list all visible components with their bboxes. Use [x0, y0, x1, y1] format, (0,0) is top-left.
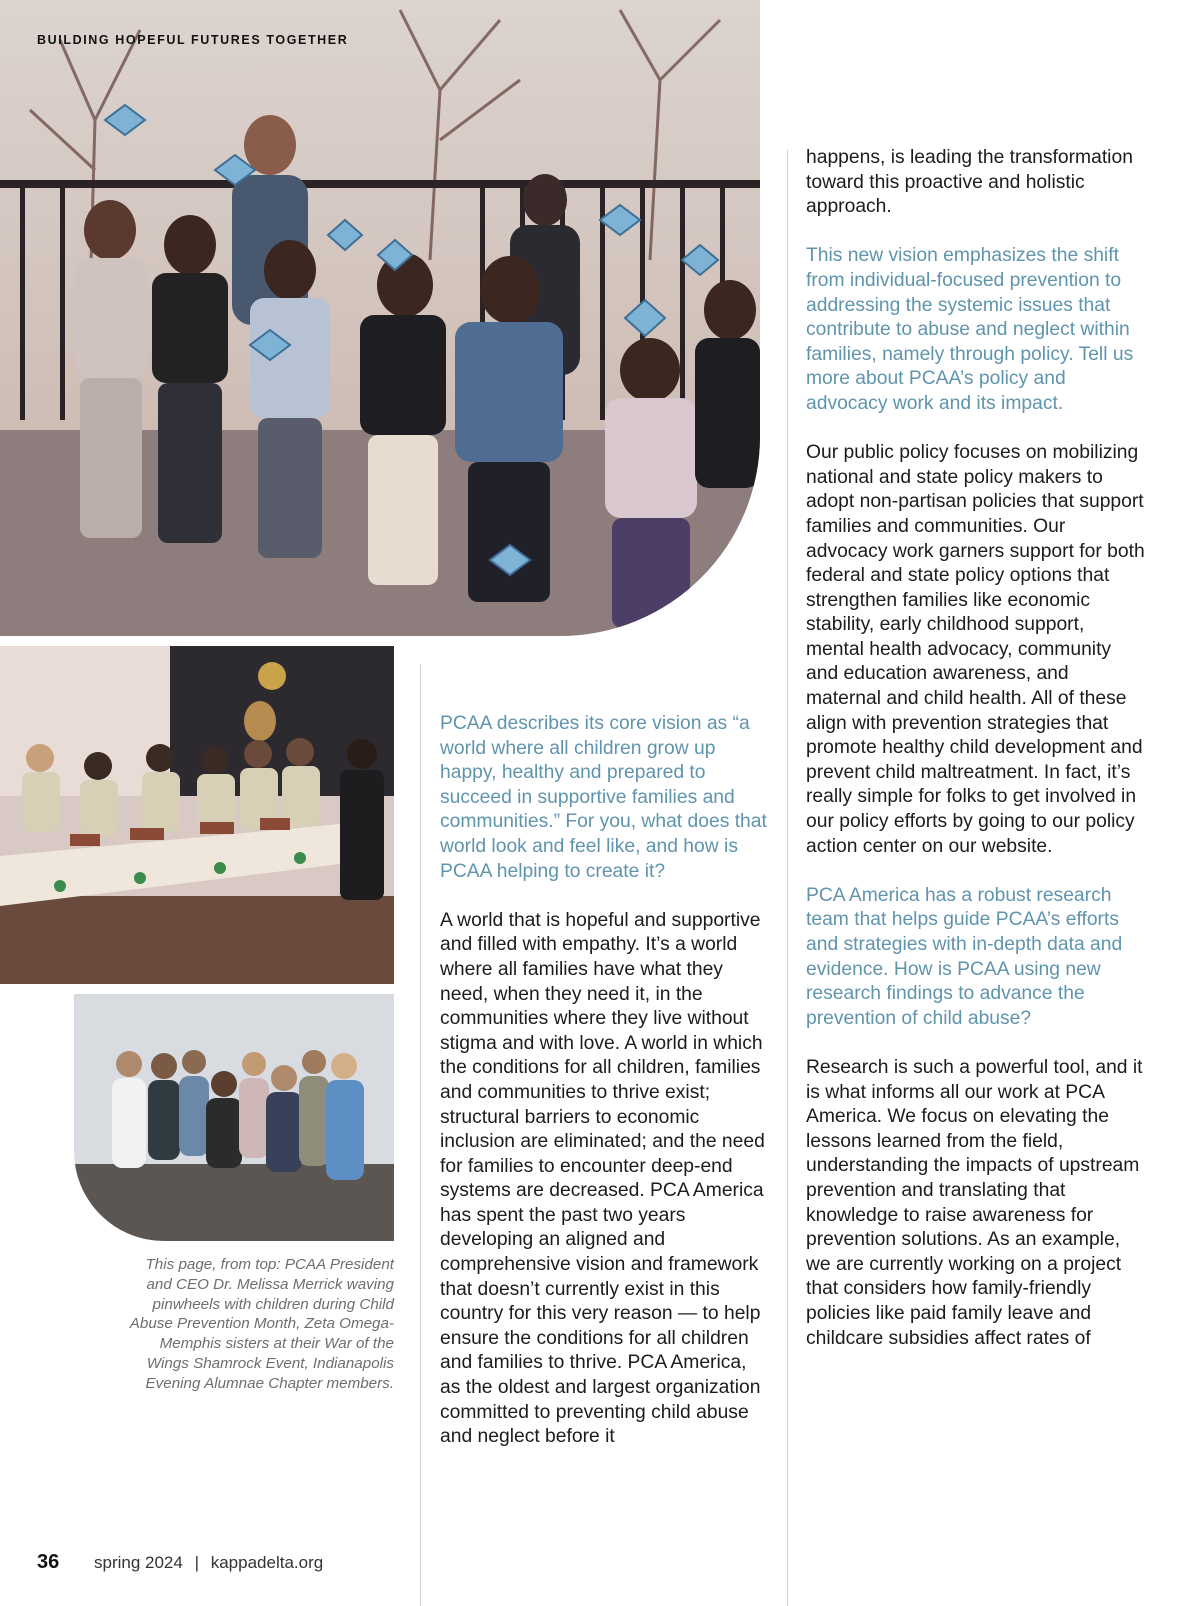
- answer-1: A world that is hopeful and supportive and filled with empathy. It’s a world where all families have what they need, when they need it, in the communities where they live without stigma and with love. A world in which the conditions for all children, families and communities to thrive exist; structural barriers to economic inclusion are eliminated; and the need for families to encounter deep-end systems are decreased. PCA America has spent the past two years developing an aligned and comprehensive vision and framework that doesn’t currently exist in this country for this very reason — to help ensure the conditions for all children and families to thrive. PCA America, as the oldest and largest organization committed to preventing child abuse and neglect before it: [440, 909, 765, 1448]
- article-column-middle: [440, 712, 770, 1474]
- photo-caption: This page, from top: PCAA President and CEO Dr. Melissa Merrick waving pinwheels with children during Child Abuse Prevention Month, Zeta Omega-Memphis sisters at their War of the Wings Shamrock Event, Indianapolis Evening Alumnae Chapter members.: [129, 1256, 394, 1392]
- column-divider-right: [787, 150, 788, 1606]
- answer-1-continued: happens, is leading the transformation toward this proactive and holistic approach.: [806, 147, 1133, 218]
- site-link[interactable]: kappadelta.org: [210, 1553, 324, 1572]
- section-label: BUILDING HOPEFUL FUTURES TOGETHER: [37, 33, 349, 47]
- page-number: 36: [37, 1551, 60, 1573]
- photo-shamrock-event: [0, 646, 394, 984]
- page-footer: [37, 1551, 323, 1574]
- answer-3: Research is such a powerful tool, and it is what informs all our work at PCA America. We focus on elevating the lessons learned from the field, understanding the impacts of upstream prevention and translating that knowledge to raise awareness for prevention solutions. As an example, we are currently working on a project that considers how family-friendly policies like paid family leave and childcare subsidies affect rates of: [806, 1056, 1143, 1349]
- photo-children-pinwheels: [0, 0, 760, 636]
- answer-2: Our public policy focuses on mobilizing national and state policy makers to adopt non-partisan policies that support families and communities. Our advocacy work garners support for both federal and state policy options that strengthen families like economic stability, early childhood support, mental health advocacy, community and education awareness, and maternal and child health. All of these align with prevention strategies that promote healthy child development and prevent child maltreatment. In fact, it’s really simple for folks to get involved in our policy efforts by going to our policy action center on our website.: [806, 442, 1145, 857]
- column-divider-left: [420, 664, 421, 1606]
- question-3: PCA America has a robust research team that helps guide PCAA’s efforts and strategies with in-depth data and evidence. How is PCAA using new research findings to advance the prevention of child abuse?: [806, 884, 1123, 1029]
- footer-separator: |: [194, 1553, 199, 1572]
- question-1: PCAA describes its core vision as “a world where all children grow up happy, healthy and prepared to succeed in supportive families and communities.” For you, what does that world look and feel like, and how is PCAA helping to create it?: [440, 713, 767, 882]
- question-2: This new vision emphasizes the shift from individual-focused prevention to addressing the systemic issues that contribute to abuse and neglect within families, namely through policy. Tell us more about PCAA’s policy and advocacy work and its impact.: [806, 245, 1134, 414]
- issue-label: spring 2024: [93, 1553, 183, 1572]
- article-column-right: [806, 146, 1146, 1376]
- photo-alumnae-group: [74, 994, 394, 1241]
